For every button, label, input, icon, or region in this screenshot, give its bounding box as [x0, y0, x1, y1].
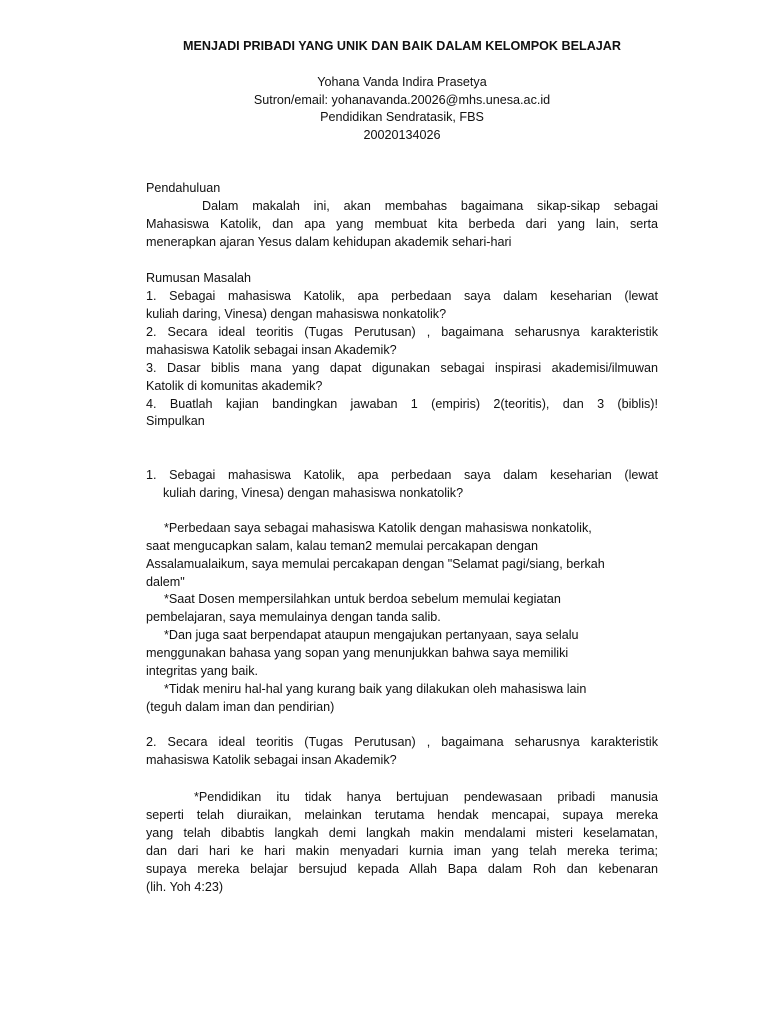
- answer2-line: seperti telah diuraikan, melainkan terutama hendak mencapai, supaya mereka: [146, 808, 658, 822]
- author-name: Yohana Vanda Indira Prasetya: [317, 75, 487, 89]
- document-title: MENJADI PRIBADI YANG UNIK DAN BAIK DALAM KELOMPOK BELAJAR: [182, 39, 621, 53]
- answer2-line: supaya mereka belajar bersujud kepada Allah Bapa dalam Roh dan kebenaran: [146, 862, 658, 876]
- answer2-line: *Pendidikan itu tidak hanya bertujuan pendewasaan pribadi manusia: [194, 790, 658, 804]
- answer1-line: pembelajaran, saya memulainya dengan tanda salib.: [146, 610, 441, 624]
- answer1-line: menggunakan bahasa yang sopan yang menunjukkan bahwa saya memiliki: [146, 646, 569, 660]
- problem-line: 1. Sebagai mahasiswa Katolik, apa perbedaan saya dalam keseharian (lewat: [146, 289, 658, 303]
- problem-line: 2. Secara ideal teoritis (Tugas Perutusan) , bagaimana seharusnya karakteristik: [146, 325, 658, 339]
- answer1-line: *Dan juga saat berpendapat ataupun mengajukan pertanyaan, saya selalu: [164, 628, 579, 642]
- intro-line: Mahasiswa Katolik, dan apa yang membuat kita berbeda dari yang lain, serta: [146, 217, 658, 231]
- answer1-line: dalem": [146, 575, 185, 589]
- problem-line: 4. Buatlah kajian bandingkan jawaban 1 (empiris) 2(teoritis), dan 3 (biblis)!: [146, 397, 658, 411]
- answer1-line: integritas yang baik.: [146, 664, 259, 678]
- problem-line: Katolik di komunitas akademik?: [146, 379, 323, 393]
- answer1-question: kuliah daring, Vinesa) dengan mahasiswa nonkatolik?: [163, 486, 464, 500]
- answer2-question: 2. Secara ideal teoritis (Tugas Perutusan) , bagaimana seharusnya karakteristik: [146, 735, 658, 749]
- problem-line: kuliah daring, Vinesa) dengan mahasiswa nonkatolik?: [146, 307, 447, 321]
- author-email: Sutron/email: yohanavanda.20026@mhs.unesa.ac.id: [253, 93, 551, 107]
- intro-heading: Pendahuluan: [146, 181, 221, 195]
- problem-line: mahasiswa Katolik sebagai insan Akademik?: [146, 343, 397, 357]
- problem-line: Simpulkan: [146, 414, 205, 428]
- answer1-line: *Saat Dosen mempersilahkan untuk berdoa sebelum memulai kegiatan: [164, 592, 561, 606]
- intro-line: Dalam makalah ini, akan membahas bagaimana sikap-sikap sebagai: [202, 199, 658, 213]
- problem-line: 3. Dasar biblis mana yang dapat digunakan sebagai inspirasi akademisi/ilmuwan: [146, 361, 658, 375]
- answer1-line: (teguh dalam iman dan pendirian): [146, 700, 335, 714]
- answer2-question: mahasiswa Katolik sebagai insan Akademik?: [146, 753, 397, 767]
- answer2-line: (lih. Yoh 4:23): [146, 880, 224, 894]
- student-id: 20020134026: [363, 128, 441, 142]
- author-department: Pendidikan Sendratasik, FBS: [320, 110, 484, 124]
- answer1-question: 1. Sebagai mahasiswa Katolik, apa perbedaan saya dalam keseharian (lewat: [146, 468, 658, 482]
- answer2-line: yang telah dibabtis langkah demi langkah makin mendalami misteri keselamatan,: [146, 826, 658, 840]
- answer1-line: *Tidak meniru hal-hal yang kurang baik yang dilakukan oleh mahasiswa lain: [164, 682, 587, 696]
- answer2-line: dan dari hari ke hari makin menyadari kurnia iman yang telah mereka terima;: [146, 844, 658, 858]
- intro-line: menerapkan ajaran Yesus dalam kehidupan akademik sehari-hari: [146, 235, 512, 249]
- problems-heading: Rumusan Masalah: [146, 271, 251, 285]
- answer1-line: Assalamualaikum, saya memulai percakapan dengan "Selamat pagi/siang, berkah: [146, 557, 605, 571]
- answer1-line: saat mengucapkan salam, kalau teman2 memulai percakapan dengan: [146, 539, 539, 553]
- answer1-line: *Perbedaan saya sebagai mahasiswa Katolik dengan mahasiswa nonkatolik,: [164, 521, 592, 535]
